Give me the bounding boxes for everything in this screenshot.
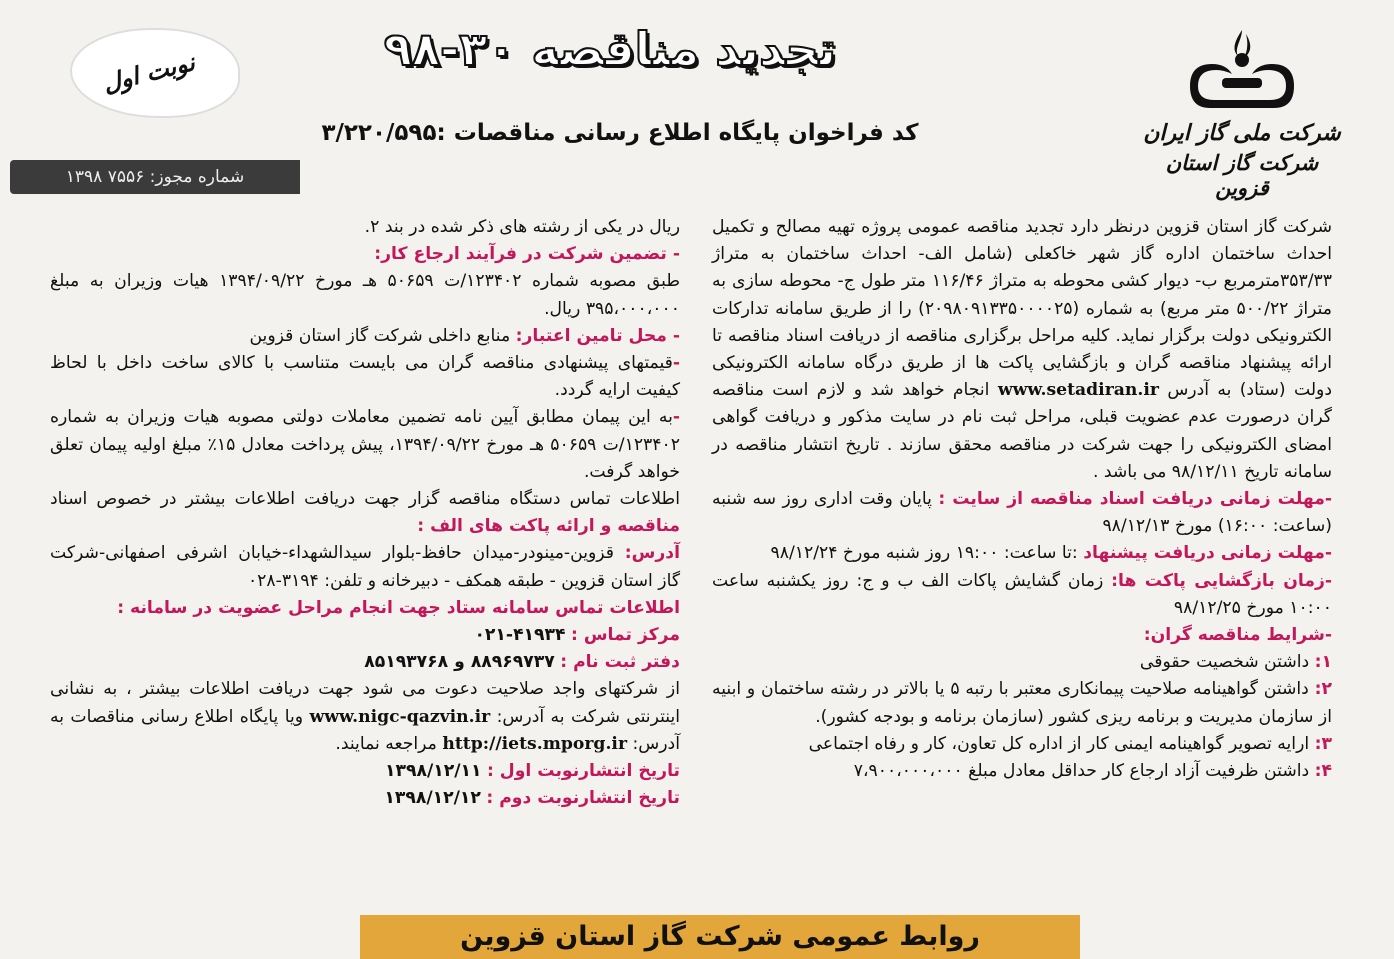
page-title: تجدید مناقصه ۳۰-۹۸ [383,22,837,76]
publish-date-2 [50,785,680,812]
left-column [50,214,680,812]
doc-deadline-label: -مهلت زمانی دریافت اسناد مناقصه از سایت : [938,489,1333,510]
intro-text-rest: انجام خواهد شد و لازم است مناقصه گران درصورت عدم عضویت قبلی، مراحل ثبت نام در سایت مذکور و دریافت گواهی امضای الکترونیکی را جهت شرکت در مناقصه محقق سازند . تاریخ انتشار مناقصه در سامانه تاریخ ۹۸/۱۲/۱۱ می باشد . [712,380,1332,482]
license-number: شماره مجوز: ۷۵۵۶ ۱۳۹۸ [10,160,300,194]
call-center-label: مرکز تماس : [570,625,680,646]
condition-2-number: ۲: [1314,679,1332,700]
invitation-text-2: ویا پایگاه اطلاع رسانی مناقصات به آدرس: [50,706,680,754]
invitation-text: از شرکتهای واجد صلاحیت دعوت می شود جهت دریافت اطلاعات بیشتر ، به نشانی اینترنتی شرکت به آدرس: [50,679,680,727]
call-center-number: ۴۱۹۳۴-۰۲۱ [474,625,566,646]
condition-3 [712,731,1332,758]
bid-deadline [712,540,1332,567]
condition-4-text: داشتن ظرفیت آزاد ارجاع کار حداقل معادل مبلغ ۷،۹۰۰،۰۰۰،۰۰۰ [853,761,1310,782]
guarantee-label: - تضمین شرکت در فرآیند ارجاع کار: [374,244,680,265]
address-text: قزوین-مینودر-میدان حافظ-بلوار سیدالشهداء-خیابان اشرفی اصفهانی-شرکت گاز استان قزوین - طبقه همکف - دبیرخانه و تلفن: ۳۱۹۴-۰۲۸ [50,543,680,591]
prepayment-text: به این پیمان مطابق آیین نامه تضمین معاملات دولتی مصوبه هیات وزیران به شماره ۱۲۳۴۰۲/ت ۵۰۶۵۹ هـ مورخ ۱۳۹۴/۰۹/۲۲، پیش پرداخت معادل ۱۵٪ مبلغ اولیه پیمان تعلق خواهد گرفت. [50,407,680,482]
contact-intro [50,486,680,540]
opening-time [712,568,1332,622]
prepayment [50,404,680,486]
stamp-text: نوبت اول [99,47,198,98]
logo-line-province: شرکت گاز استان قزوین [1165,150,1319,200]
company-website-link[interactable]: www.nigc-qazvin.ir [309,706,491,727]
gas-company-emblem-icon [1182,26,1302,118]
funding [50,323,680,350]
setad-url[interactable]: www.setadiran.ir [997,380,1159,401]
tender-notice [10,8,1384,951]
condition-3-text: ارایه تصویر گواهینامه ایمنی کار از اداره کل تعاون، کار و رفاه اجتماعی [808,733,1310,754]
publish-date-2-label: تاریخ انتشارنوبت دوم : [486,788,680,809]
prepayment-dash: - [672,407,680,428]
address-label: آدرس: [624,543,680,564]
publish-date-1-value: ۱۳۹۸/۱۲/۱۱ [385,761,482,782]
condition-4-number: ۴: [1314,761,1332,782]
publish-date-1 [50,758,680,785]
company-logo [1142,26,1342,200]
bid-deadline-label: -مهلت زمانی دریافت پیشنهاد [1083,543,1332,564]
invitation [50,676,680,758]
address [50,540,680,594]
right-column [712,214,1332,785]
public-relations-footer: روابط عمومی شرکت گاز استان قزوین [360,915,1080,959]
condition-1-number: ۱: [1314,652,1332,673]
publish-date-1-label: تاریخ انتشارنوبت اول : [486,761,680,782]
funding-label: - محل تامین اعتبار: [515,325,680,346]
conditions-label: -شرایط مناقصه گران: [1143,625,1332,646]
opening-text: زمان گشایش پاکات الف ب و ج: روز یکشنبه ساعت ۱۰:۰۰ مورخ ۹۸/۱۲/۲۵ [712,570,1332,618]
doc-deadline [712,486,1332,540]
conditions-heading [712,622,1332,649]
logo-line-national: شرکت ملی گاز ایران [1143,120,1341,146]
setad-contact-label: اطلاعات تماس سامانه ستاد جهت انجام مراحل عضویت در سامانه : [117,597,680,618]
intro-paragraph [712,214,1332,486]
prices-dash: - [672,353,680,374]
iets-website-link[interactable]: http://iets.mporg.ir [442,733,628,754]
funding-text: منابع داخلی شرکت گاز استان قزوین [249,325,511,346]
condition-4 [712,758,1332,785]
condition-1-text: داشتن شخصیت حقوقی [1139,652,1310,673]
doc-deadline-text: پایان وقت اداری روز سه شنبه (ساعت: ۱۶:۰۰) مورخ ۹۸/۱۲/۱۳ [712,489,1332,537]
first-round-stamp [70,28,240,118]
bid-deadline-text: :تا ساعت: ۱۹:۰۰ روز شنبه مورخ ۹۸/۱۲/۲۴ [770,543,1078,564]
intro-text: شرکت گاز استان قزوین درنظر دارد تجدید مناقصه عمومی پروژه تهیه مصالح و تکمیل احداث ساختمان اداره گاز شهر خاکعلی (شامل الف- احداث ساختمان به متراژ ۳۵۳/۳۳مترمربع ب- دیوار کشی محوطه به متراژ ۱۱۶/۴۶ متر طول ج- محوطه سازی به متراژ ۵۰۰/۲۲ متر مربع) به شماره (۲۰۹۸۰۹۱۳۳۵۰۰۰۰۲۵) را از طریق سامانه تدارکات الکترونیکی دولت برگزار نماید. کلیه مراحل برگزاری مناقصه از دریافت اسناد مناقصه تا ارائه پیشنهاد مناقصه گران و بازگشایی پاکت ها از طریق درگاه سامانه الکترونیکی دولت (ستاد) به آدرس [712,217,1333,401]
setad-contact-heading [50,595,680,622]
condition-2-text: داشتن گواهینامه صلاحیت پیمانکاری معتبر با رتبه ۵ یا بالاتر در رشته ساختمان و ابنیه از سازمان مدیریت و برنامه ریزی کشور (سازمان برنامه و بودجه کشور). [712,679,1332,727]
registration-label: دفتر ثبت نام : [560,652,680,673]
condition-2 [712,676,1332,730]
contact-intro-text: اطلاعات تماس دستگاه مناقصه گزار جهت دریافت اطلاعات بیشتر در خصوص اسناد [50,489,680,510]
condition-4-continued: ریال در یکی از رشته های ذکر شده در بند ۲. [364,217,680,237]
guarantee-text: طبق مصوبه شماره ۱۲۳۴۰۲/ت ۵۰۶۵۹ هـ مورخ ۱۳۹۴/۰۹/۲۲ هیات وزیران به مبلغ ۳۹۵،۰۰۰،۰۰۰ ریال. [50,271,680,319]
registration-numbers: ۸۸۹۶۹۷۳۷ و ۸۵۱۹۳۷۶۸ [364,652,555,673]
condition-3-number: ۳: [1314,733,1332,754]
registration-office [50,649,680,676]
invitation-text-3: مراجعه نمایند. [335,733,437,754]
publish-date-2-value: ۱۳۹۸/۱۲/۱۲ [384,788,481,809]
opening-label: -زمان بازگشایی پاکت ها: [1111,570,1333,591]
call-center [50,622,680,649]
guarantee-heading [50,241,680,268]
condition-1 [712,649,1332,676]
contact-intro-highlight: مناقصه و ارائه پاکت های الف : [417,516,680,537]
tender-code: کد فراخوان پایگاه اطلاع رسانی مناقصات :۳/۲۲۰/۵۹۵ [321,120,919,146]
prices-text: قیمتهای پیشنهادی مناقصه گران می بایست متناسب با کالای ساخت داخل با لحاظ کیفیت ارایه گردد. [50,353,680,401]
prices [50,350,680,404]
